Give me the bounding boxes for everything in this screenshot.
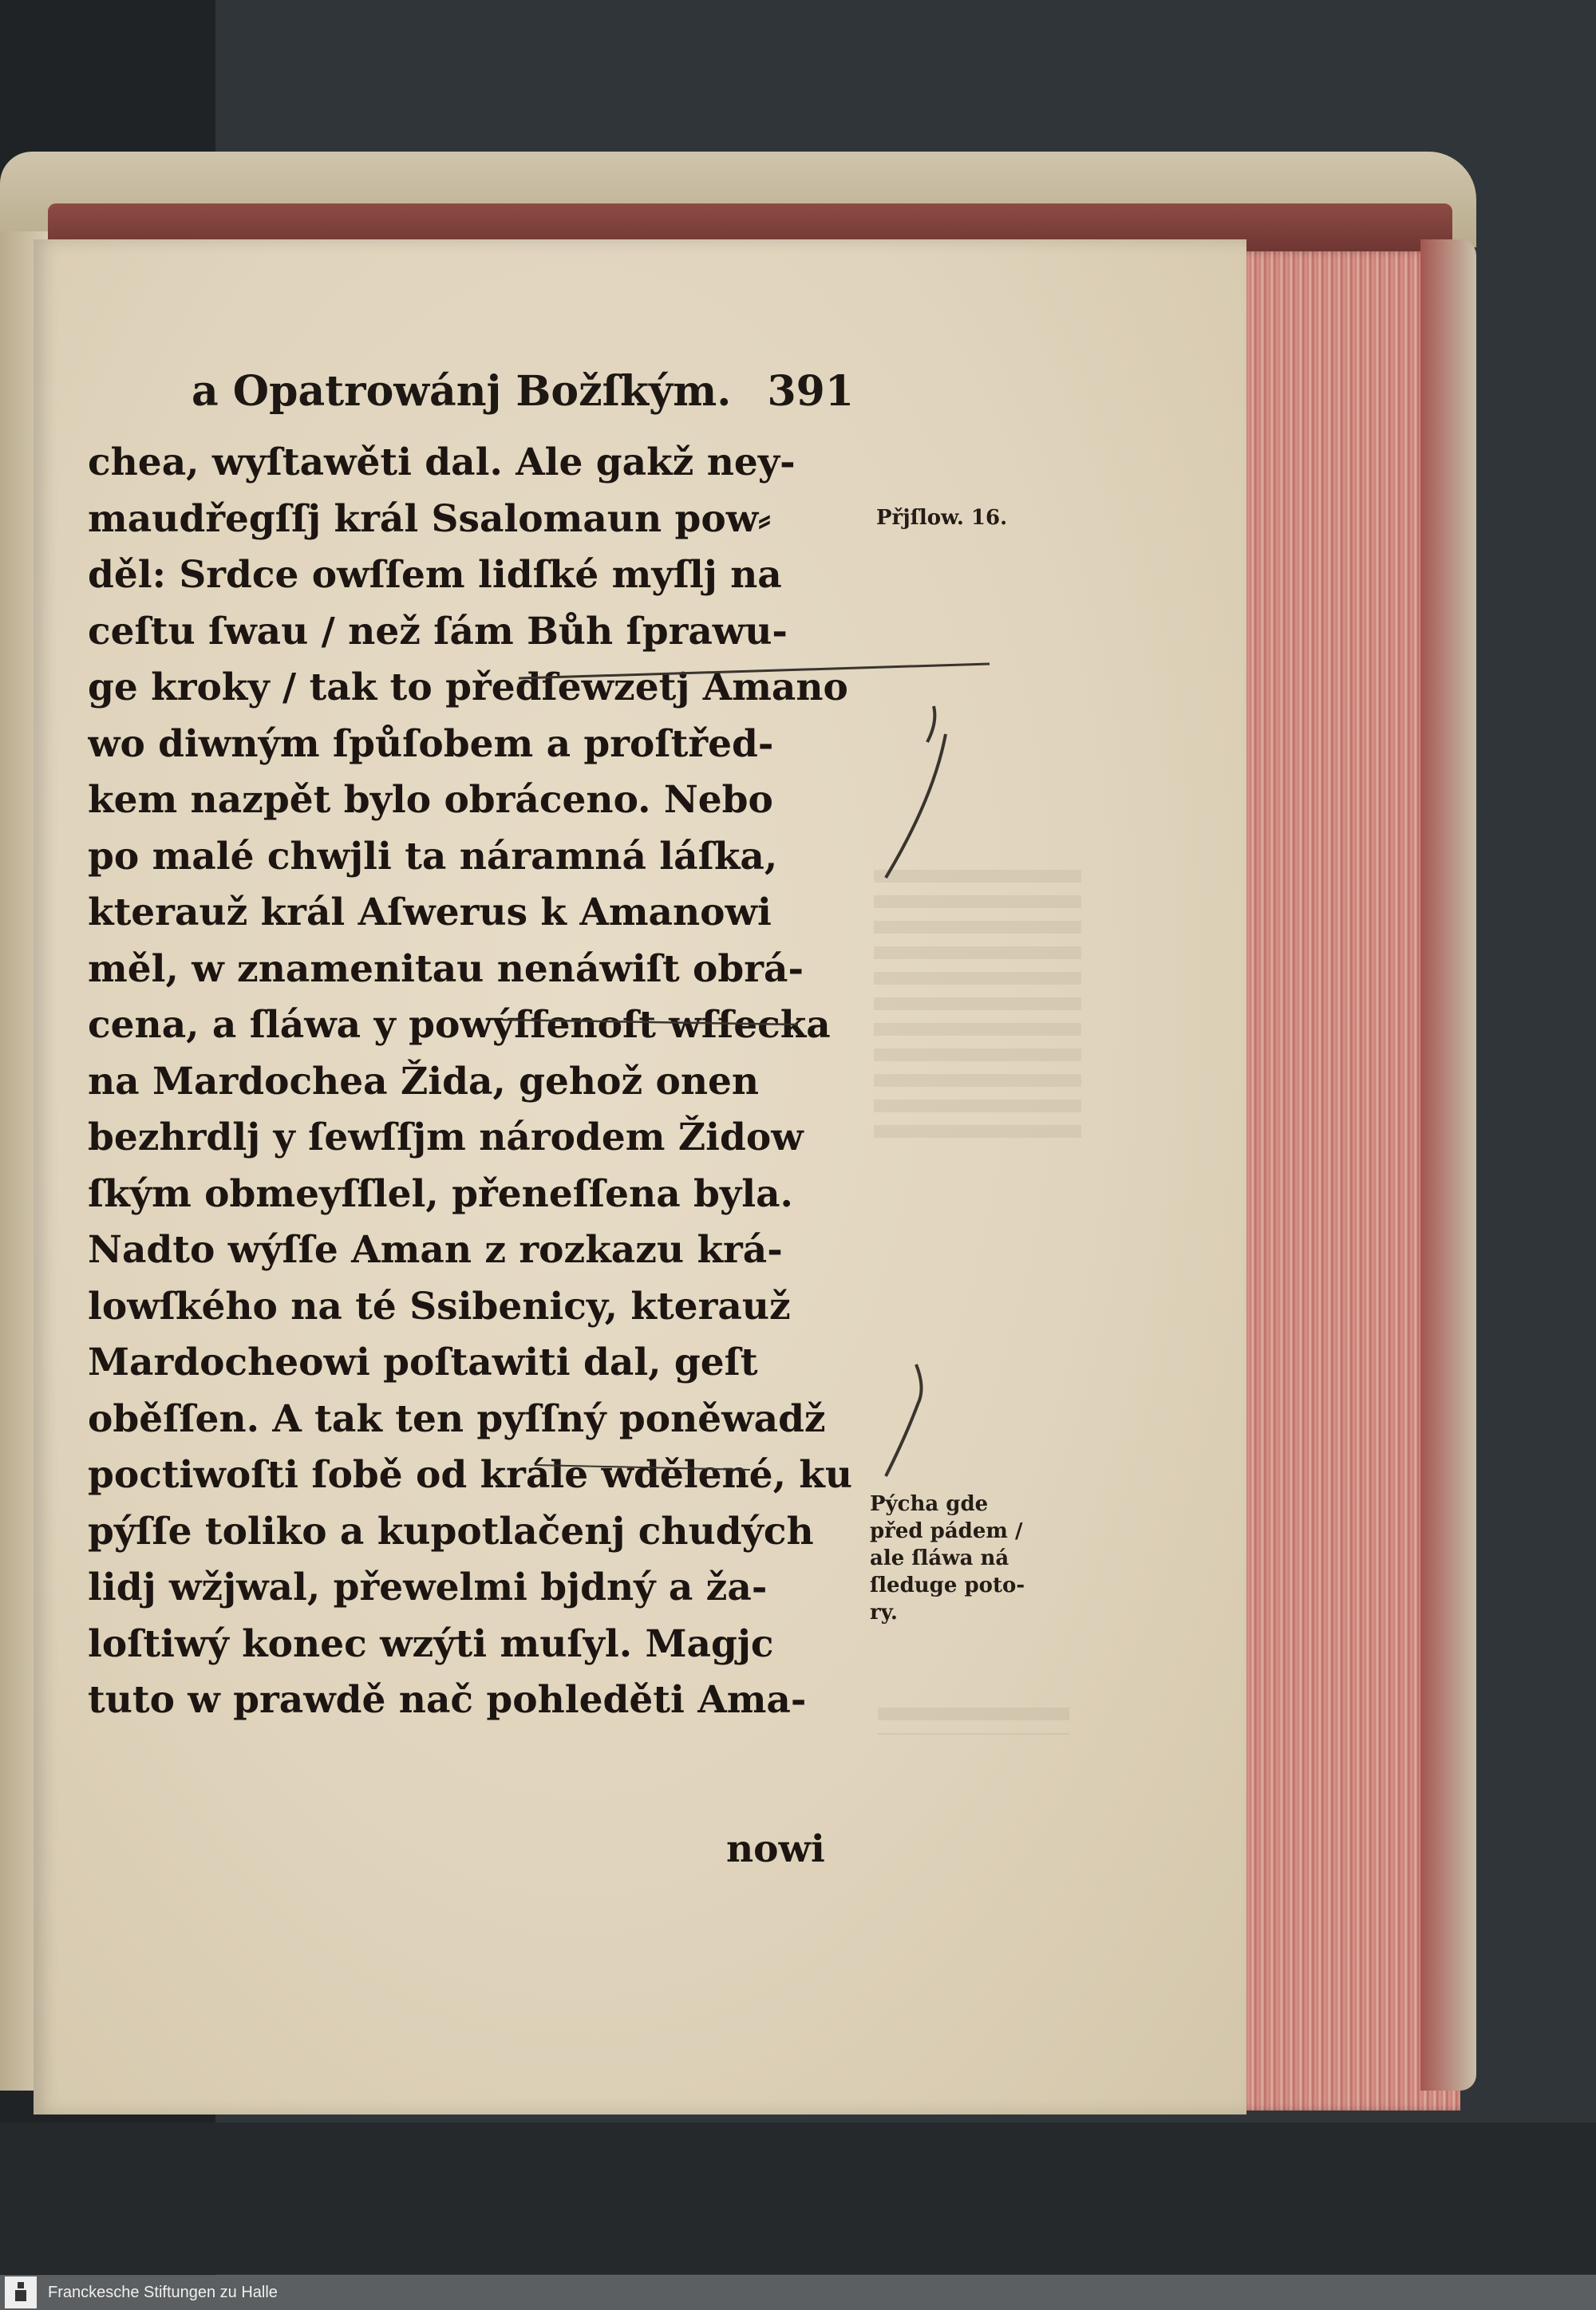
background-dark-bottom: [0, 2122, 1596, 2274]
text-line: ſkým obmeyſſlel, přeneſſena byla.: [88, 1171, 793, 1216]
text-line: děl: Srdce owſſem lidſké myſlj na: [88, 553, 782, 597]
text-line: kterauž král Aſwerus k Amanowi: [88, 890, 772, 934]
text-line: po malé chwjli ta náramná láſka,: [88, 834, 778, 879]
pencil-bracket: [886, 706, 946, 878]
catchword: nowi: [726, 1827, 825, 1871]
text-line: na Mardochea Žida, gehož onen: [88, 1059, 760, 1104]
page-number: 391: [767, 367, 854, 416]
pencil-underline: [503, 1020, 798, 1025]
text-line: loſtiwý konec wzýti muſyl. Magjc: [88, 1621, 774, 1666]
text-line: lowſkého na té Ssibenicy, kterauž: [88, 1284, 791, 1329]
institution-logo-icon: [5, 2276, 37, 2308]
text-line: tuto w prawdě nač pohleděti Ama-: [88, 1678, 807, 1722]
margin-note-line: ry.: [870, 1601, 898, 1625]
margin-note-line: před pádem /: [870, 1519, 1023, 1543]
text-line: ge kroky / tak to předſewzetj Amano: [88, 665, 848, 709]
text-line: pýſſe toliko a kupotlačenj chudých: [88, 1509, 814, 1554]
text-line: bezhrdlj y ſewſſjm národem Židow: [88, 1116, 804, 1159]
footer-institution: Franckesche Stiftungen zu Halle: [48, 2283, 278, 2301]
text-line: chea, wyſtawěti dal. Ale gakž ney-: [88, 440, 796, 484]
text-line: oběſſen. A tak ten pyſſný poněwadž: [88, 1396, 826, 1441]
text-line: maudřegſſj král Ssalomaun pow⸗: [88, 496, 771, 541]
pencil-underline: [535, 1465, 750, 1470]
pencil-underline: [519, 664, 990, 678]
text-line: kem nazpět bylo obráceno. Nebo: [88, 778, 773, 822]
margin-note-line: Pýcha gde: [870, 1492, 989, 1516]
margin-note-line: ale ſláwa ná: [870, 1546, 1009, 1570]
margin-note-line: ſleduge poto-: [870, 1574, 1025, 1597]
text-line: wo diwným ſpůſobem a proſtřed-: [88, 721, 774, 766]
pencil-bracket: [886, 1364, 922, 1476]
text-line: lidj wžjwal, přewelmi bjdný a ža-: [88, 1566, 768, 1609]
text-line: ceſtu ſwau / než ſám Bůh ſprawu-: [88, 609, 788, 654]
text-line: Nadto wýſſe Aman z rozkazu krá-: [88, 1228, 783, 1272]
text-line: Mardocheowi poſtawiti dal, geſt: [88, 1341, 758, 1384]
text-line: cena, a ſláwa y powýſſenoſt wſſecka: [88, 1003, 831, 1047]
text-line: měl, w znamenitau nenáwiſt obrá-: [88, 946, 804, 991]
running-title: a Opatrowánj Božſkým.: [192, 367, 732, 416]
margin-note-reference: Přjſlow. 16.: [876, 506, 1008, 530]
text-line: poctiwoſti ſobě od krále wdělené, ku: [88, 1453, 853, 1497]
footer-bar: [0, 2275, 1596, 2310]
